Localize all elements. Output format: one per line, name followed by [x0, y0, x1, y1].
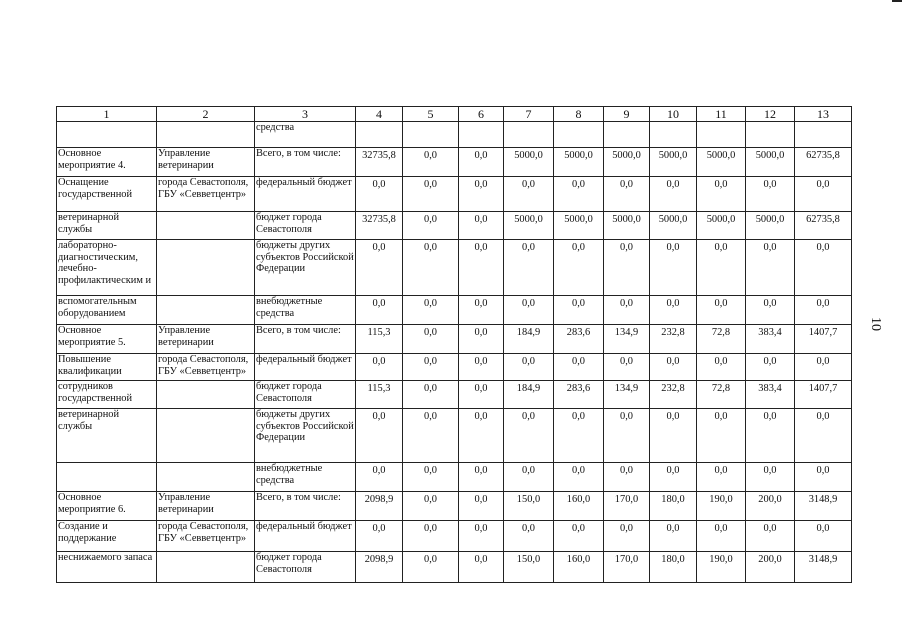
- cell-amount: 0,0: [403, 177, 459, 212]
- cell-amount: 200,0: [746, 552, 795, 583]
- cell-executor: города Севастополя, ГБУ «Севветцентр»: [157, 354, 255, 381]
- cell-amount: 0,0: [554, 521, 604, 552]
- cell-event: Основное мероприятие 5.: [57, 325, 157, 354]
- cell-amount: 5000,0: [650, 148, 697, 177]
- cell-event: сотрудников государственной: [57, 381, 157, 409]
- cell-amount: 283,6: [554, 325, 604, 354]
- cell-amount: 5000,0: [504, 212, 554, 240]
- cell-amount: 170,0: [604, 492, 650, 521]
- cell-amount: 0,0: [403, 148, 459, 177]
- cell-amount: [554, 122, 604, 148]
- cell-amount: 0,0: [459, 325, 504, 354]
- cell-amount: 190,0: [697, 492, 746, 521]
- table-row: [57, 521, 852, 552]
- header-cell: 7: [504, 107, 554, 122]
- cell-amount: 0,0: [504, 240, 554, 296]
- cell-amount: 5000,0: [554, 212, 604, 240]
- cell-amount: 0,0: [403, 409, 459, 463]
- cell-amount: 0,0: [459, 148, 504, 177]
- cell-amount: 5000,0: [746, 148, 795, 177]
- cell-executor: [157, 409, 255, 463]
- cell-funding-source: Всего, в том числе:: [255, 148, 356, 177]
- cell-amount: 0,0: [604, 354, 650, 381]
- cell-amount: 134,9: [604, 381, 650, 409]
- cell-event: Основное мероприятие 4.: [57, 148, 157, 177]
- cell-executor: города Севастополя, ГБУ «Севветцентр»: [157, 521, 255, 552]
- cell-amount: 3148,9: [795, 552, 852, 583]
- cell-amount: 0,0: [356, 354, 403, 381]
- cell-event: [57, 463, 157, 492]
- cell-event: лабораторно-диагностическим, лечебно-профилактическим и: [57, 240, 157, 296]
- header-cell: 1: [57, 107, 157, 122]
- cell-amount: 0,0: [746, 177, 795, 212]
- cell-amount: [746, 122, 795, 148]
- cell-event: [57, 122, 157, 148]
- cell-amount: 0,0: [604, 409, 650, 463]
- cell-amount: 72,8: [697, 325, 746, 354]
- cell-amount: 184,9: [504, 381, 554, 409]
- cell-amount: 0,0: [459, 463, 504, 492]
- cell-executor: [157, 552, 255, 583]
- cell-amount: 0,0: [459, 492, 504, 521]
- cell-amount: [795, 122, 852, 148]
- table-row: [57, 240, 852, 296]
- cell-amount: 0,0: [650, 177, 697, 212]
- cell-amount: 0,0: [650, 463, 697, 492]
- cell-amount: 0,0: [697, 463, 746, 492]
- cell-amount: 180,0: [650, 552, 697, 583]
- table-header-row: [57, 107, 852, 122]
- cell-funding-source: бюджет города Севастополя: [255, 381, 356, 409]
- cell-amount: 0,0: [356, 521, 403, 552]
- cell-amount: 5000,0: [697, 148, 746, 177]
- cell-executor: [157, 381, 255, 409]
- cell-executor: Управление ветеринарии: [157, 148, 255, 177]
- table-row: [57, 325, 852, 354]
- cell-amount: 0,0: [356, 463, 403, 492]
- cell-amount: 0,0: [459, 212, 504, 240]
- cell-executor: Управление ветеринарии: [157, 325, 255, 354]
- cell-amount: 160,0: [554, 552, 604, 583]
- cell-amount: 0,0: [795, 177, 852, 212]
- cell-amount: 0,0: [504, 409, 554, 463]
- header-cell: 11: [697, 107, 746, 122]
- table-row: [57, 354, 852, 381]
- header-cell: 9: [604, 107, 650, 122]
- cell-amount: 0,0: [795, 463, 852, 492]
- cell-amount: 170,0: [604, 552, 650, 583]
- cell-funding-source: бюджет города Севастополя: [255, 552, 356, 583]
- cell-amount: 32735,8: [356, 212, 403, 240]
- header-cell: 8: [554, 107, 604, 122]
- cell-funding-source: Всего, в том числе:: [255, 325, 356, 354]
- cell-event: ветеринарной службы: [57, 409, 157, 463]
- scan-corner-mark: [892, 0, 902, 2]
- cell-amount: 5000,0: [604, 148, 650, 177]
- cell-amount: 0,0: [504, 463, 554, 492]
- cell-amount: 0,0: [795, 354, 852, 381]
- table-row: [57, 552, 852, 583]
- cell-amount: 0,0: [403, 240, 459, 296]
- cell-amount: 0,0: [746, 296, 795, 325]
- cell-amount: 0,0: [697, 177, 746, 212]
- table-row: [57, 463, 852, 492]
- cell-amount: 32735,8: [356, 148, 403, 177]
- cell-amount: 0,0: [697, 296, 746, 325]
- header-cell: 5: [403, 107, 459, 122]
- cell-amount: 115,3: [356, 381, 403, 409]
- cell-amount: 0,0: [459, 354, 504, 381]
- cell-amount: 2098,9: [356, 492, 403, 521]
- cell-amount: 150,0: [504, 552, 554, 583]
- cell-funding-source: бюджеты других субъектов Российской Федерации: [255, 409, 356, 463]
- cell-amount: 0,0: [356, 240, 403, 296]
- cell-amount: 0,0: [554, 296, 604, 325]
- budget-table: [56, 106, 852, 583]
- cell-amount: 0,0: [504, 296, 554, 325]
- header-cell: 4: [356, 107, 403, 122]
- header-cell: 10: [650, 107, 697, 122]
- cell-amount: 232,8: [650, 325, 697, 354]
- cell-amount: 190,0: [697, 552, 746, 583]
- cell-funding-source: Всего, в том числе:: [255, 492, 356, 521]
- cell-amount: 0,0: [554, 240, 604, 296]
- cell-amount: 0,0: [650, 240, 697, 296]
- cell-amount: 0,0: [403, 296, 459, 325]
- table-row: [57, 122, 852, 148]
- cell-amount: 0,0: [459, 552, 504, 583]
- cell-amount: [504, 122, 554, 148]
- cell-amount: 0,0: [746, 354, 795, 381]
- cell-funding-source: внебюджетные средства: [255, 463, 356, 492]
- cell-amount: 0,0: [403, 325, 459, 354]
- cell-executor: Управление ветеринарии: [157, 492, 255, 521]
- header-cell: 2: [157, 107, 255, 122]
- cell-executor: [157, 212, 255, 240]
- cell-amount: 1407,7: [795, 381, 852, 409]
- cell-amount: 0,0: [459, 177, 504, 212]
- cell-amount: 0,0: [403, 492, 459, 521]
- cell-amount: 0,0: [746, 463, 795, 492]
- cell-amount: 0,0: [459, 381, 504, 409]
- cell-amount: [403, 122, 459, 148]
- cell-amount: 1407,7: [795, 325, 852, 354]
- cell-amount: 0,0: [697, 354, 746, 381]
- cell-executor: [157, 463, 255, 492]
- cell-amount: 115,3: [356, 325, 403, 354]
- cell-amount: 134,9: [604, 325, 650, 354]
- cell-amount: 0,0: [504, 354, 554, 381]
- cell-amount: 0,0: [795, 296, 852, 325]
- cell-amount: 0,0: [795, 240, 852, 296]
- header-cell: 13: [795, 107, 852, 122]
- cell-amount: 0,0: [746, 521, 795, 552]
- cell-amount: 184,9: [504, 325, 554, 354]
- cell-event: ветеринарной службы: [57, 212, 157, 240]
- cell-amount: 0,0: [604, 521, 650, 552]
- header-cell: 3: [255, 107, 356, 122]
- cell-amount: 62735,8: [795, 148, 852, 177]
- cell-amount: 0,0: [795, 521, 852, 552]
- cell-amount: 232,8: [650, 381, 697, 409]
- cell-amount: 0,0: [504, 177, 554, 212]
- cell-amount: 0,0: [403, 463, 459, 492]
- table-row: [57, 381, 852, 409]
- table-row: [57, 409, 852, 463]
- cell-amount: 0,0: [697, 240, 746, 296]
- cell-executor: [157, 240, 255, 296]
- cell-amount: 283,6: [554, 381, 604, 409]
- table-row: [57, 148, 852, 177]
- cell-funding-source: федеральный бюджет: [255, 354, 356, 381]
- table-row: [57, 492, 852, 521]
- cell-amount: 3148,9: [795, 492, 852, 521]
- cell-amount: 383,4: [746, 381, 795, 409]
- cell-funding-source: внебюджетные средства: [255, 296, 356, 325]
- cell-amount: 150,0: [504, 492, 554, 521]
- cell-amount: 0,0: [403, 354, 459, 381]
- cell-amount: 0,0: [697, 409, 746, 463]
- cell-event: Повышение квалификации: [57, 354, 157, 381]
- cell-amount: 0,0: [403, 552, 459, 583]
- header-cell: 6: [459, 107, 504, 122]
- cell-amount: 0,0: [604, 463, 650, 492]
- cell-amount: 0,0: [459, 240, 504, 296]
- cell-event: Создание и поддержание: [57, 521, 157, 552]
- table-row: [57, 296, 852, 325]
- cell-amount: 0,0: [504, 521, 554, 552]
- cell-amount: 383,4: [746, 325, 795, 354]
- cell-amount: 0,0: [356, 409, 403, 463]
- cell-funding-source: средства: [255, 122, 356, 148]
- cell-amount: 0,0: [554, 177, 604, 212]
- cell-amount: 0,0: [650, 354, 697, 381]
- cell-amount: 0,0: [746, 240, 795, 296]
- cell-amount: [356, 122, 403, 148]
- cell-amount: 0,0: [604, 177, 650, 212]
- cell-amount: 5000,0: [650, 212, 697, 240]
- cell-amount: 72,8: [697, 381, 746, 409]
- cell-amount: 0,0: [554, 409, 604, 463]
- cell-amount: 0,0: [459, 409, 504, 463]
- cell-amount: 0,0: [403, 212, 459, 240]
- cell-event: неснижаемого запаса: [57, 552, 157, 583]
- cell-amount: 0,0: [403, 521, 459, 552]
- table-body: [57, 107, 852, 583]
- cell-amount: [604, 122, 650, 148]
- cell-amount: 0,0: [795, 409, 852, 463]
- cell-amount: 5000,0: [604, 212, 650, 240]
- cell-funding-source: бюджеты других субъектов Российской Федерации: [255, 240, 356, 296]
- cell-amount: 0,0: [554, 354, 604, 381]
- cell-amount: 5000,0: [697, 212, 746, 240]
- cell-amount: 200,0: [746, 492, 795, 521]
- cell-amount: 0,0: [459, 521, 504, 552]
- cell-executor: [157, 296, 255, 325]
- cell-amount: 0,0: [604, 296, 650, 325]
- cell-funding-source: бюджет города Севастополя: [255, 212, 356, 240]
- cell-amount: 0,0: [650, 409, 697, 463]
- cell-amount: 0,0: [746, 409, 795, 463]
- table-row: [57, 212, 852, 240]
- cell-executor: [157, 122, 255, 148]
- page-number: 10: [868, 317, 883, 331]
- cell-amount: 5000,0: [746, 212, 795, 240]
- cell-amount: [650, 122, 697, 148]
- cell-event: вспомогательным оборудованием: [57, 296, 157, 325]
- cell-amount: 0,0: [604, 240, 650, 296]
- cell-funding-source: федеральный бюджет: [255, 177, 356, 212]
- cell-amount: 180,0: [650, 492, 697, 521]
- header-cell: 12: [746, 107, 795, 122]
- cell-amount: 0,0: [403, 381, 459, 409]
- cell-amount: 62735,8: [795, 212, 852, 240]
- cell-funding-source: федеральный бюджет: [255, 521, 356, 552]
- cell-amount: 0,0: [356, 177, 403, 212]
- cell-amount: 0,0: [459, 296, 504, 325]
- cell-amount: 5000,0: [504, 148, 554, 177]
- cell-amount: 0,0: [356, 296, 403, 325]
- cell-amount: 2098,9: [356, 552, 403, 583]
- cell-amount: 0,0: [650, 521, 697, 552]
- cell-event: Основное мероприятие 6.: [57, 492, 157, 521]
- table-row: [57, 177, 852, 212]
- cell-event: Оснащение государственной: [57, 177, 157, 212]
- cell-amount: 0,0: [650, 296, 697, 325]
- cell-amount: 160,0: [554, 492, 604, 521]
- cell-amount: 0,0: [554, 463, 604, 492]
- cell-amount: [697, 122, 746, 148]
- cell-amount: 0,0: [697, 521, 746, 552]
- cell-executor: города Севастополя, ГБУ «Севветцентр»: [157, 177, 255, 212]
- cell-amount: [459, 122, 504, 148]
- cell-amount: 5000,0: [554, 148, 604, 177]
